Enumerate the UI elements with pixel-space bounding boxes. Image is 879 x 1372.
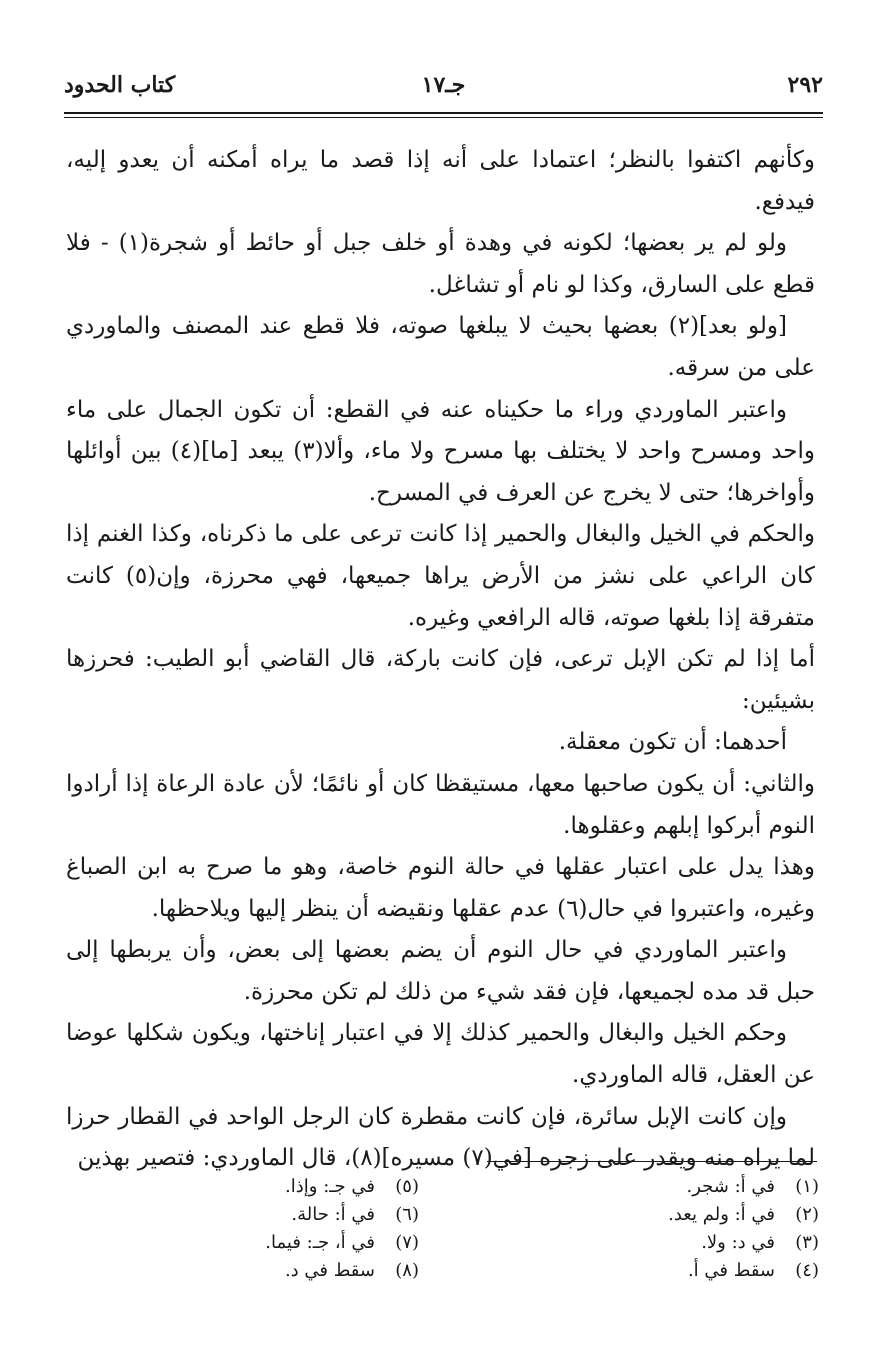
paragraph: وإن كانت الإبل سائرة، فإن كانت مقطرة كان الرجل الواحد في القطار حرزا لما يراه منه ويقدر على زجره [في(٧) مسيره](٨)، قال الماوردي: فتصير بهذين: [66, 1103, 815, 1172]
footnote-text: في أ: حالة.: [291, 1204, 375, 1225]
footnote: [79, 1173, 419, 1201]
footnote-number: (٦): [395, 1204, 419, 1225]
paragraph: وحكم الخيل والبغال والحمير كذلك إلا في اعتبار إناختها، ويكون شكلها عوضا عن العقل، قاله الماوردي.: [66, 1020, 815, 1089]
book-title: كتاب الحدود: [64, 72, 176, 98]
footnote-separator: [487, 1161, 817, 1162]
paragraph: واعتبر الماوردي في حال النوم أن يضم بعضها إلى بعض، وأن يربطها إلى حبل قد مده لجميعها، فإن فقد شيء من ذلك لم تكن محرزة.: [66, 937, 815, 1005]
footnote: [479, 1201, 819, 1229]
page-number: ٢٩٢: [787, 72, 823, 98]
footnote-text: في أ: شجر.: [686, 1176, 775, 1197]
footnote-text: سقط في أ.: [687, 1260, 775, 1281]
footnote-number: (١): [795, 1176, 819, 1197]
paragraph: واعتبر الماوردي وراء ما حكيناه عنه في القطع: أن تكون الجمال على ماء واحد ومسرح واحد لا يختلف بها مسرح ولا ماء، وألا(٣) يبعد [ما](٤) بين أوائلها وأواخرها؛ حتى لا يخرج عن العرف في المسرح.: [66, 396, 815, 506]
page-header: [64, 64, 823, 104]
paragraph: وهذا يدل على اعتبار عقلها في حالة النوم خاصة، وهو ما صرح به ابن الصباغ وغيره، واعتبروا في حال(٦) عدم عقلها ونقيضه أن ينظر إليها ويلاحظها.: [66, 854, 815, 922]
footnotes-column-left: [79, 1173, 419, 1285]
paragraph: ولو لم ير بعضها؛ لكونه في وهدة أو خلف جبل أو حائط أو شجرة(١) - فلا قطع على السارق، وكذا لو نام أو تشاغل.: [66, 230, 815, 298]
main-text: [66, 140, 815, 1180]
footnote-text: في أ، جـ: فيما.: [265, 1232, 375, 1253]
footnote: [479, 1257, 819, 1285]
paragraph: وكأنهم اكتفوا بالنظر؛ اعتمادا على أنه إذا قصد ما يراه أمكنه أن يعدو إليه، فيدفع.: [66, 147, 815, 215]
footnote-number: (٨): [395, 1260, 419, 1281]
header-rule-thick: [64, 112, 823, 114]
footnote: [479, 1229, 819, 1257]
footnote-text: سقط في د.: [284, 1260, 375, 1281]
footnote: [79, 1257, 419, 1285]
footnote-number: (٥): [395, 1176, 419, 1197]
footnote: [479, 1173, 819, 1201]
footnote: [79, 1229, 419, 1257]
footnotes-column-right: [479, 1173, 819, 1285]
footnote-text: في جـ: وإذا.: [285, 1176, 375, 1197]
footnote-text: في د: ولا.: [701, 1232, 775, 1253]
paragraph: أحدهما: أن تكون معقلة.: [558, 729, 787, 756]
footnote-number: (٢): [795, 1204, 819, 1225]
footnote-number: (٧): [395, 1232, 419, 1253]
volume-number: جـ١٧: [421, 72, 466, 98]
footnote-number: (٤): [795, 1260, 819, 1281]
paragraph: أما إذا لم تكن الإبل ترعى، فإن كانت باركة، قال القاضي أبو الطيب: فحرزها بشيئين:: [66, 646, 815, 714]
footnote-number: (٣): [795, 1232, 819, 1253]
footnote: [79, 1201, 419, 1229]
paragraph: والحكم في الخيل والبغال والحمير إذا كانت ترعى على ما ذكرناه، وكذا الغنم إذا كان الراعي على نشز من الأرض يراها جميعها، فهي محرزة، وإن(٥) كانت متفرقة إذا بلغها صوته، قاله الرافعي وغيره.: [66, 521, 815, 631]
footnote-text: في أ: ولم يعد.: [668, 1204, 775, 1225]
header-rule-thin: [64, 117, 823, 118]
paragraph: والثاني: أن يكون صاحبها معها، مستيقظا كان أو نائمًا؛ لأن عادة الرعاة إذا أرادوا النوم أبركوا إبلهم وعقلوها.: [66, 770, 815, 839]
paragraph: [ولو بعد](٢) بعضها بحيث لا يبلغها صوته، فلا قطع عند المصنف والماوردي على من سرقه.: [66, 313, 815, 381]
